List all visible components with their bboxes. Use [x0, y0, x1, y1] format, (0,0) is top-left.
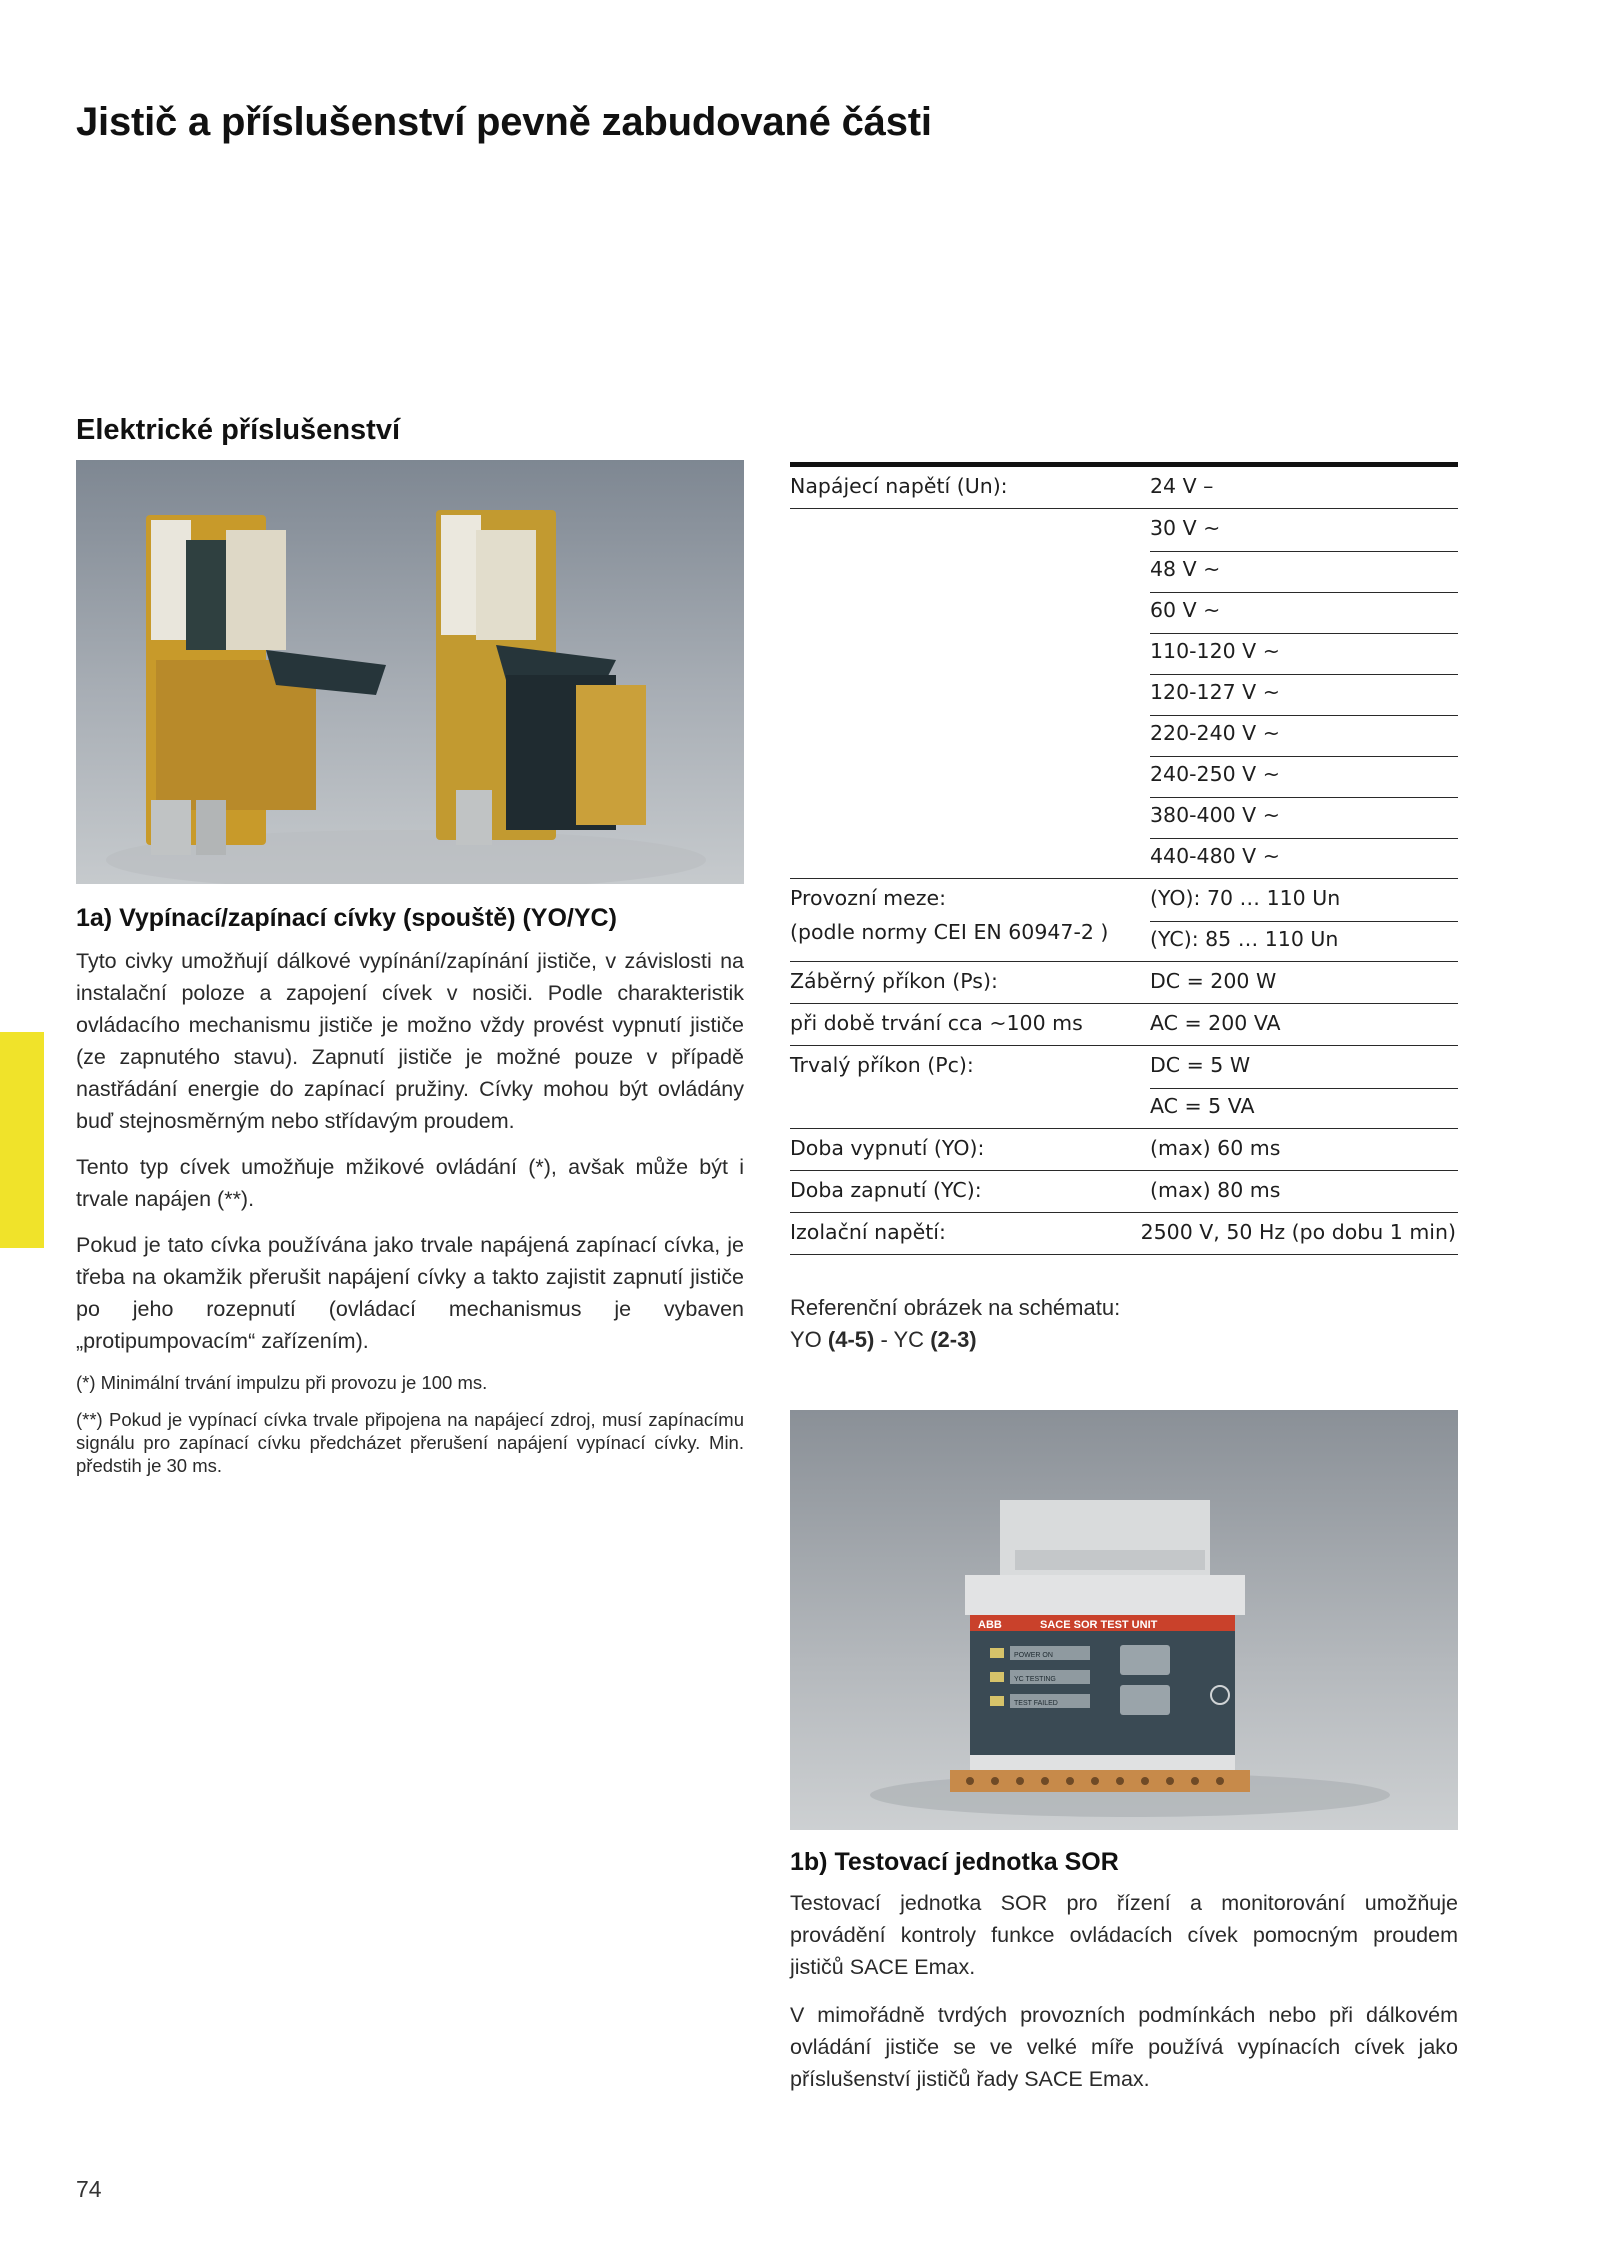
- coils-footnote-1: (*) Minimální trvání impulzu při provozu je 100 ms.: [76, 1372, 488, 1393]
- spec-row: [790, 632, 1458, 673]
- device-label: SACE SOR TEST UNIT: [1040, 1619, 1158, 1631]
- page-title: Jistič a příslušenství pevně zabudované části: [76, 100, 932, 144]
- reference-label: Referenční obrázek na schématu:: [790, 1295, 1121, 1320]
- spec-value: 24 V –: [1150, 474, 1214, 498]
- spec-value: 220-240 V ~: [1150, 721, 1280, 745]
- spec-label: Doba vypnutí (YO):: [790, 1136, 985, 1160]
- spec-row: [790, 1129, 1458, 1171]
- section-title: Elektrické příslušenství: [76, 414, 400, 446]
- spec-row: [790, 1004, 1458, 1046]
- spec-label: Záběrný příkon (Ps):: [790, 969, 998, 993]
- yo-code: (4-5): [827, 1327, 875, 1352]
- device-button-label: YC TESTING: [1014, 1676, 1056, 1683]
- spec-row: [790, 1046, 1458, 1087]
- spec-value: (max) 80 ms: [1150, 1178, 1281, 1202]
- coils-footnote-2: (**) Pokud je vypínací cívka trvale připojena na napájecí zdroj, musí zapínacímu signálu pro zapínací cívku předcházet přerušení napájení vypínací cívky. Min. předstih je 30 ms.: [76, 1409, 744, 1476]
- spec-row: [790, 837, 1458, 879]
- spec-value: AC = 200 VA: [1150, 1011, 1281, 1035]
- spec-row: [790, 962, 1458, 1004]
- device-brand: ABB: [978, 1619, 1002, 1631]
- sor-paragraph-2: V mimořádně tvrdých provozních podmínkách nebo při dálkovém ovládání jističe se ve velké míře používá vypínacích cívek jako příslušenství jističů řady SACE Emax.: [790, 2003, 1458, 2091]
- spec-value: 30 V ~: [1150, 516, 1221, 540]
- coils-photo: [76, 460, 744, 884]
- spec-value: 48 V ~: [1150, 557, 1221, 581]
- coils-illustration: [76, 460, 744, 884]
- coils-description: [76, 904, 744, 1491]
- spec-value: DC = 200 W: [1150, 969, 1277, 993]
- coils-paragraph-3: Pokud je tato cívka používána jako trvale napájená zapínací cívka, je třeba na okamžik přerušit napájení cívky a takto zajistit zapnutí jističe po jeho rozepnutí (ovládací mechanismus je vybaven „protipumpovacím“ zařízením).: [76, 1233, 744, 1353]
- sor-heading: 1b) Testovací jednotka SOR: [790, 1848, 1119, 1876]
- spec-row: [790, 1171, 1458, 1213]
- spec-value: DC = 5 W: [1150, 1053, 1251, 1077]
- spec-row: [790, 920, 1458, 962]
- spec-row: [790, 673, 1458, 714]
- sor-unit-photo: [790, 1410, 1458, 1830]
- spec-row: [790, 509, 1458, 550]
- reference-separator: - YC: [874, 1327, 931, 1352]
- spec-row: [790, 879, 1458, 920]
- spec-row: [790, 755, 1458, 796]
- coils-paragraph-1: Tyto civky umožňují dálkové vypínání/zapínání jističe, v závislosti na instalační poloze a zapojení cívek v nosiči. Podle charakteristik ovládacího mechanismu jističe je možno vždy provést vypnutí jističe (ze zapnutého stavu). Zapnutí jističe je možné pouze v případě nastřádání energie do zapínací pružiny. Cívky mohou být ovládány buď stejnosměrným nebo střídavým proudem.: [76, 949, 744, 1133]
- spec-label: při době trvání cca ~100 ms: [790, 1011, 1083, 1035]
- reference-codes: [790, 1324, 1458, 1356]
- spec-row: [790, 591, 1458, 632]
- sor-description: [790, 1848, 1458, 2111]
- device-button-label: POWER ON: [1014, 1652, 1053, 1659]
- spec-label: Trvalý příkon (Pc):: [790, 1053, 974, 1077]
- section-tab-marker: [0, 1032, 44, 1248]
- spec-label: (podle normy CEI EN 60947-2 ): [790, 920, 1109, 944]
- spec-label: Provozní meze:: [790, 886, 947, 910]
- spec-value: (YC): 85 … 110 Un: [1150, 927, 1339, 951]
- spec-value: 120-127 V ~: [1150, 680, 1280, 704]
- spec-label: Izolační napětí:: [790, 1220, 946, 1244]
- spec-value: 2500 V, 50 Hz (po dobu 1 min): [1140, 1220, 1456, 1244]
- sor-unit-illustration: [790, 1410, 1458, 1830]
- spec-value: (YO): 70 … 110 Un: [1150, 886, 1341, 910]
- spec-value: AC = 5 VA: [1150, 1094, 1255, 1118]
- coils-heading: 1a) Vypínací/zapínací cívky (spouště) (YO/YC): [76, 904, 617, 932]
- sor-paragraph-1: Testovací jednotka SOR pro řízení a monitorování umožňuje provádění kontroly funkce ovládacích cívek pomocným proudem jističů SACE Emax.: [790, 1891, 1458, 1979]
- device-button-label: TEST FAILED: [1014, 1700, 1058, 1707]
- yc-code: (2-3): [930, 1327, 977, 1352]
- specs-table: [790, 462, 1458, 1255]
- spec-label: Doba zapnutí (YC):: [790, 1178, 982, 1202]
- spec-row: [790, 1213, 1458, 1255]
- spec-value: 240-250 V ~: [1150, 762, 1280, 786]
- spec-value: 60 V ~: [1150, 598, 1221, 622]
- spec-row: [790, 550, 1458, 591]
- spec-value: 380-400 V ~: [1150, 803, 1280, 827]
- spec-row: [790, 796, 1458, 837]
- spec-label: Napájecí napětí (Un):: [790, 474, 1008, 498]
- spec-row: [790, 467, 1458, 509]
- spec-value: (max) 60 ms: [1150, 1136, 1281, 1160]
- schematic-reference: [790, 1292, 1458, 1356]
- yo-prefix: YO: [790, 1327, 828, 1352]
- spec-value: 110-120 V ~: [1150, 639, 1280, 663]
- spec-row: [790, 1087, 1458, 1129]
- spec-row: [790, 714, 1458, 755]
- spec-value: 440-480 V ~: [1150, 844, 1280, 868]
- page-number: 74: [76, 2176, 102, 2202]
- coils-paragraph-2: Tento typ cívek umožňuje mžikové ovládání (*), avšak může být i trvale napájen (**).: [76, 1155, 744, 1211]
